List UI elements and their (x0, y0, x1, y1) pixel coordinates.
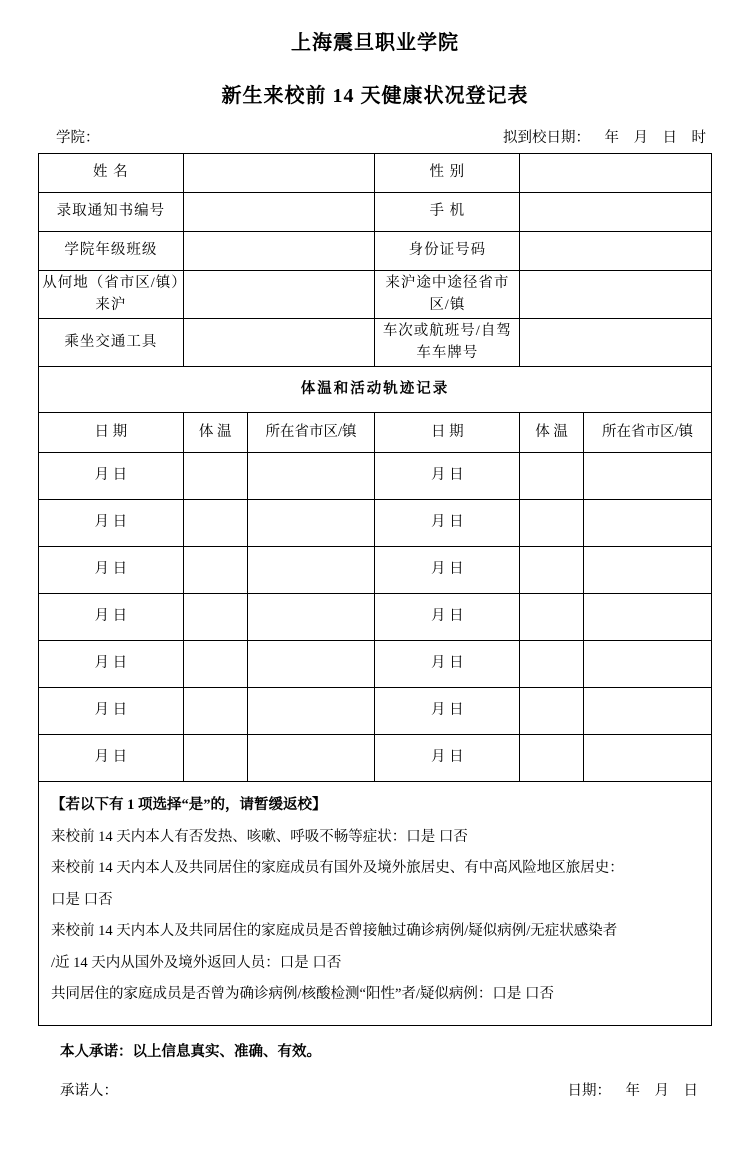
table-row (39, 154, 712, 193)
meta-row (38, 126, 712, 147)
label-name: 姓 名 (39, 154, 184, 193)
school-title: 上海震旦职业学院 (291, 32, 459, 54)
label-origin-place: 从何地（省市区/镇）来沪 (39, 271, 184, 319)
cell-temperature[interactable] (520, 688, 584, 735)
cell-date[interactable]: 月 日 (375, 453, 520, 500)
cell-place[interactable] (584, 500, 712, 547)
header-temp-right: 体 温 (520, 413, 584, 453)
signature-date-label[interactable]: 日期： 年 月 日 (567, 1082, 698, 1099)
document-page (0, 26, 750, 1166)
cell-temperature[interactable] (520, 500, 584, 547)
cell-date[interactable]: 月 日 (39, 594, 184, 641)
input-id-number[interactable] (520, 232, 712, 271)
cell-place[interactable] (584, 735, 712, 782)
table-row (39, 271, 712, 319)
cell-temperature[interactable] (520, 735, 584, 782)
table-row (39, 193, 712, 232)
cell-date[interactable]: 月 日 (39, 641, 184, 688)
input-name[interactable] (183, 154, 375, 193)
cell-temperature[interactable] (520, 547, 584, 594)
cell-place[interactable] (584, 641, 712, 688)
table-row (39, 735, 712, 782)
cell-date[interactable]: 月 日 (39, 735, 184, 782)
college-field-label: 学院： (56, 130, 100, 146)
cell-place[interactable] (247, 641, 375, 688)
note-item-3: 来校前 14 天内本人及共同居住的家庭成员是否曾接触过确诊病例/疑似病例/无症状感染者 (51, 923, 618, 940)
cell-temperature[interactable] (183, 641, 247, 688)
form-title: 新生来校前 14 天健康状况登记表 (221, 85, 529, 107)
note-item-1[interactable]: 来校前 14 天内本人有否发热、咳嗽、呼吸不畅等症状：口是 口否 (51, 828, 468, 845)
input-admission-number[interactable] (183, 193, 375, 232)
cell-place[interactable] (247, 735, 375, 782)
cell-date[interactable]: 月 日 (375, 594, 520, 641)
input-transit-place[interactable] (520, 271, 712, 319)
note-item-4[interactable]: 共同居住的家庭成员是否曾为确诊病例/核酸检测“阳性”者/疑似病例：口是 口否 (51, 986, 555, 1003)
notes-heading: 【若以下有 1 项选择“是”的，请暂缓返校】 (51, 797, 327, 813)
cell-place[interactable] (584, 688, 712, 735)
label-id-number: 身份证号码 (375, 232, 520, 271)
promise-statement: 本人承诺：以上信息真实、准确、有效。 (60, 1043, 321, 1060)
cell-temperature[interactable] (183, 547, 247, 594)
cell-date[interactable]: 月 日 (375, 735, 520, 782)
header-date-left: 日 期 (39, 413, 184, 453)
cell-place[interactable] (247, 453, 375, 500)
cell-temperature[interactable] (520, 641, 584, 688)
arrival-date-field-label: 拟到校日期： 年 月 日 时 (503, 130, 706, 146)
table-row (39, 688, 712, 735)
cell-date[interactable]: 月 日 (375, 547, 520, 594)
label-gender: 性 别 (375, 154, 520, 193)
label-transit-place: 来沪途中途径省市区/镇 (375, 271, 520, 319)
label-flight-number: 车次或航班号/自驾车车牌号 (375, 319, 520, 367)
cell-temperature[interactable] (183, 453, 247, 500)
note-item-3-options[interactable]: /近 14 天内从国外及境外返回人员：口是 口否 (51, 954, 342, 971)
table-row (39, 594, 712, 641)
cell-temperature[interactable] (520, 453, 584, 500)
cell-place[interactable] (247, 547, 375, 594)
cell-temperature[interactable] (183, 500, 247, 547)
cell-date[interactable]: 月 日 (39, 547, 184, 594)
cell-temperature[interactable] (183, 594, 247, 641)
header-place-left: 所在省市区/镇 (247, 413, 375, 453)
cell-place[interactable] (584, 453, 712, 500)
cell-date[interactable]: 月 日 (375, 688, 520, 735)
table-row (39, 232, 712, 271)
cell-place[interactable] (247, 688, 375, 735)
temperature-log-table (38, 412, 712, 782)
cell-place[interactable] (247, 500, 375, 547)
label-class: 学院年级班级 (39, 232, 184, 271)
cell-temperature[interactable] (183, 735, 247, 782)
table-row (39, 453, 712, 500)
cell-place[interactable] (584, 547, 712, 594)
input-class[interactable] (183, 232, 375, 271)
input-flight-number[interactable] (520, 319, 712, 367)
cell-date[interactable]: 月 日 (39, 500, 184, 547)
input-phone[interactable] (520, 193, 712, 232)
section-title-row (39, 367, 712, 413)
footer-block (38, 1040, 712, 1100)
table-header-row (39, 413, 712, 453)
label-admission-number: 录取通知书编号 (39, 193, 184, 232)
cell-date[interactable]: 月 日 (375, 500, 520, 547)
table-row (39, 641, 712, 688)
cell-date[interactable]: 月 日 (39, 688, 184, 735)
input-transport[interactable] (183, 319, 375, 367)
note-item-2-options[interactable]: 口是 口否 (51, 891, 113, 908)
cell-date[interactable]: 月 日 (375, 641, 520, 688)
registration-table (38, 153, 712, 413)
label-transport: 乘坐交通工具 (39, 319, 184, 367)
signature-row (38, 1079, 712, 1100)
table-row (39, 547, 712, 594)
table-row (39, 319, 712, 367)
header-date-right: 日 期 (375, 413, 520, 453)
notes-block (38, 782, 712, 1026)
cell-date[interactable]: 月 日 (39, 453, 184, 500)
table-row (39, 500, 712, 547)
header-place-right: 所在省市区/镇 (584, 413, 712, 453)
section-title: 体温和活动轨迹记录 (39, 367, 712, 413)
cell-place[interactable] (247, 594, 375, 641)
cell-place[interactable] (584, 594, 712, 641)
cell-temperature[interactable] (183, 688, 247, 735)
signature-label[interactable]: 承诺人： (60, 1082, 118, 1099)
input-origin-place[interactable] (183, 271, 375, 319)
cell-temperature[interactable] (520, 594, 584, 641)
note-item-2: 来校前 14 天内本人及共同居住的家庭成员有国外及境外旅居史、有中高风险地区旅居史： (51, 860, 624, 877)
label-phone: 手 机 (375, 193, 520, 232)
input-gender[interactable] (520, 154, 712, 193)
header-temp-left: 体 温 (183, 413, 247, 453)
